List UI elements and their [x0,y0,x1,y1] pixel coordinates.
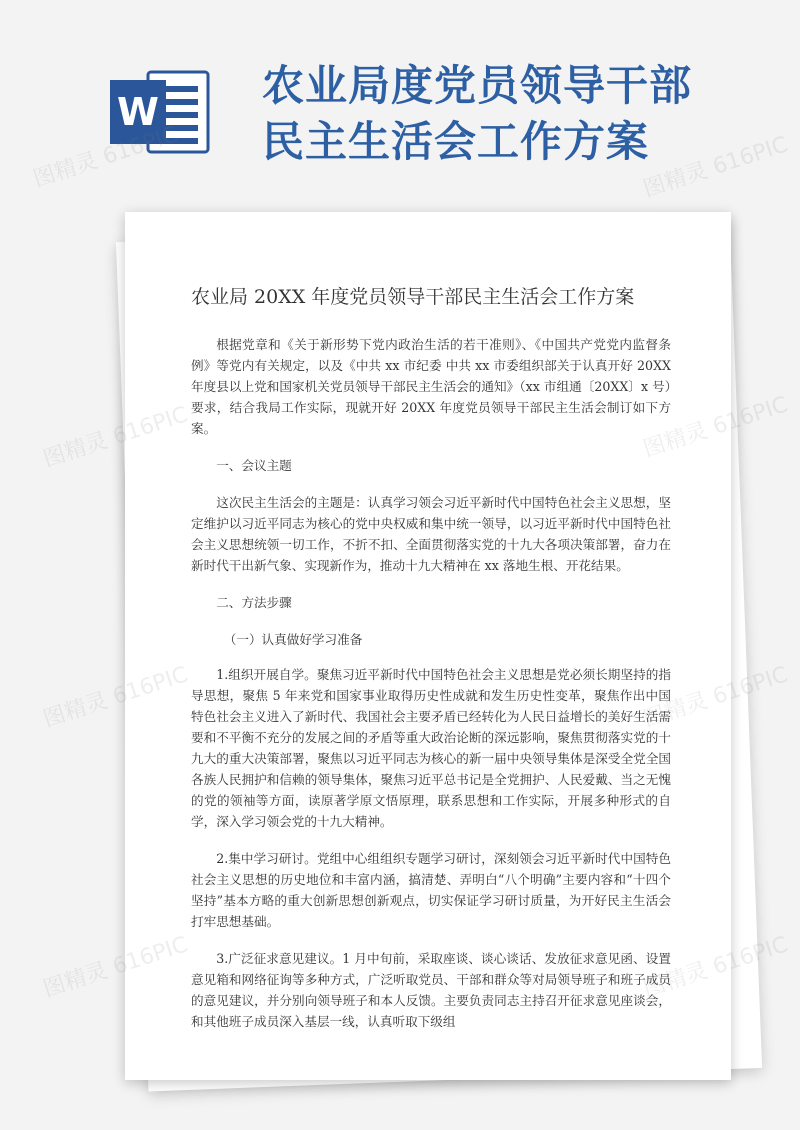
word-document-icon [108,66,212,158]
word-logo-letter: W [117,90,159,134]
subsection-heading-study: （一）认真做好学习准备 [223,632,363,647]
step-item-feedback: 3.广泛征求意见建议。1 月中旬前，采取座谈、谈心谈话、发放征求意见函、设置意见箱和网络征询等多种方式，广泛听取党员、干部和群众等对局领导班子和班子成员的意见建议，并分别向领导班子和本人反馈。主要负责同志主持召开征求意见座谈会，和其他班子成员深入基层一线，认真听取下级组 [191,951,671,1029]
step-item-self-study: 1.组织开展自学。聚焦习近平新时代中国特色社会主义思想是党必须长期坚持的指导思想，聚焦 5 年来党和国家事业取得历史性成就和发生历史性变革，聚焦作出中国特色社会主义进入了新时代、我国社会主要矛盾已经转化为人民日益增长的美好生活需要和不平衡不充分的发展之间的矛盾等重大政治论断的深远影响，聚焦贯彻落实党的十九大的重大决策部署，聚焦以习近平同志为核心的新一届中央领导集体是深受全党全国各族人民拥护和信赖的领导集体，聚焦习近平总书记是全党拥护、人民爱戴、当之无愧的党的领袖等方面，读原著学原文悟原理，联系思想和工作实际，开展多种形式的自学，深入学习领会党的十九大精神。 [191,667,671,829]
watermark: 图精灵 616PIC [40,402,191,473]
watermark: 图精灵 616PIC [40,932,191,1003]
document-body [191,282,671,1048]
step-item-group-study: 2.集中学习研讨。党组中心组组织专题学习研讨，深刻领会习近平新时代中国特色社会主义思想的历史地位和丰富内涵，搞清楚、弄明白“八个明确”主要内容和“十四个坚持”基本方略的重大创新思想创新观点，切实保证学习研讨质量，为开好民主生活会打牢思想基础。 [191,851,671,929]
document-page [125,212,731,1080]
section-heading-steps: 二、方法步骤 [216,595,292,610]
section-heading-theme: 一、会议主题 [216,458,292,473]
header [0,0,800,200]
page-title-line-2: 民主生活会工作方案 [262,117,650,166]
document-title: 农业局 20XX 年度党员领导干部民主生活会工作方案 [191,286,635,308]
intro-paragraph: 根据党章和《关于新形势下党内政治生活的若干准则》、《中国共产党党内监督条例》等党内有关规定，以及《中共 xx 市纪委 中共 xx 市委组织部关于认真开好 20XX 年度县以上党和国家机关党员领导干部民主生活会的通知》（xx 市组通〔20XX〕x 号）要求，结合我局工作实际，现就开好 20XX 年度党员领导干部民主生活会制订如下方案。 [191,337,671,436]
watermark: 图精灵 616PIC [30,122,181,193]
watermark: 616PIC [709,662,791,710]
page-title [262,58,782,170]
theme-paragraph: 这次民主生活会的主题是：认真学习领会习近平新时代中国特色社会主义思想，坚定维护以习近平同志为核心的党中央权威和集中统一领导，以习近平新时代中国特色社会主义思想统领一切工作，不折不扣、全面贯彻落实党的十九大各项决策部署，奋力在新时代干出新气象、实现新作为，推动十九大精神在 xx 落地生根、开花结果。 [191,495,671,573]
page-title-line-1: 农业局度党员领导干部 [262,61,693,110]
watermark: 图精灵 616PIC [40,662,191,733]
watermark: 616PIC [709,392,791,440]
watermark: 图精灵 616PIC [640,132,791,203]
